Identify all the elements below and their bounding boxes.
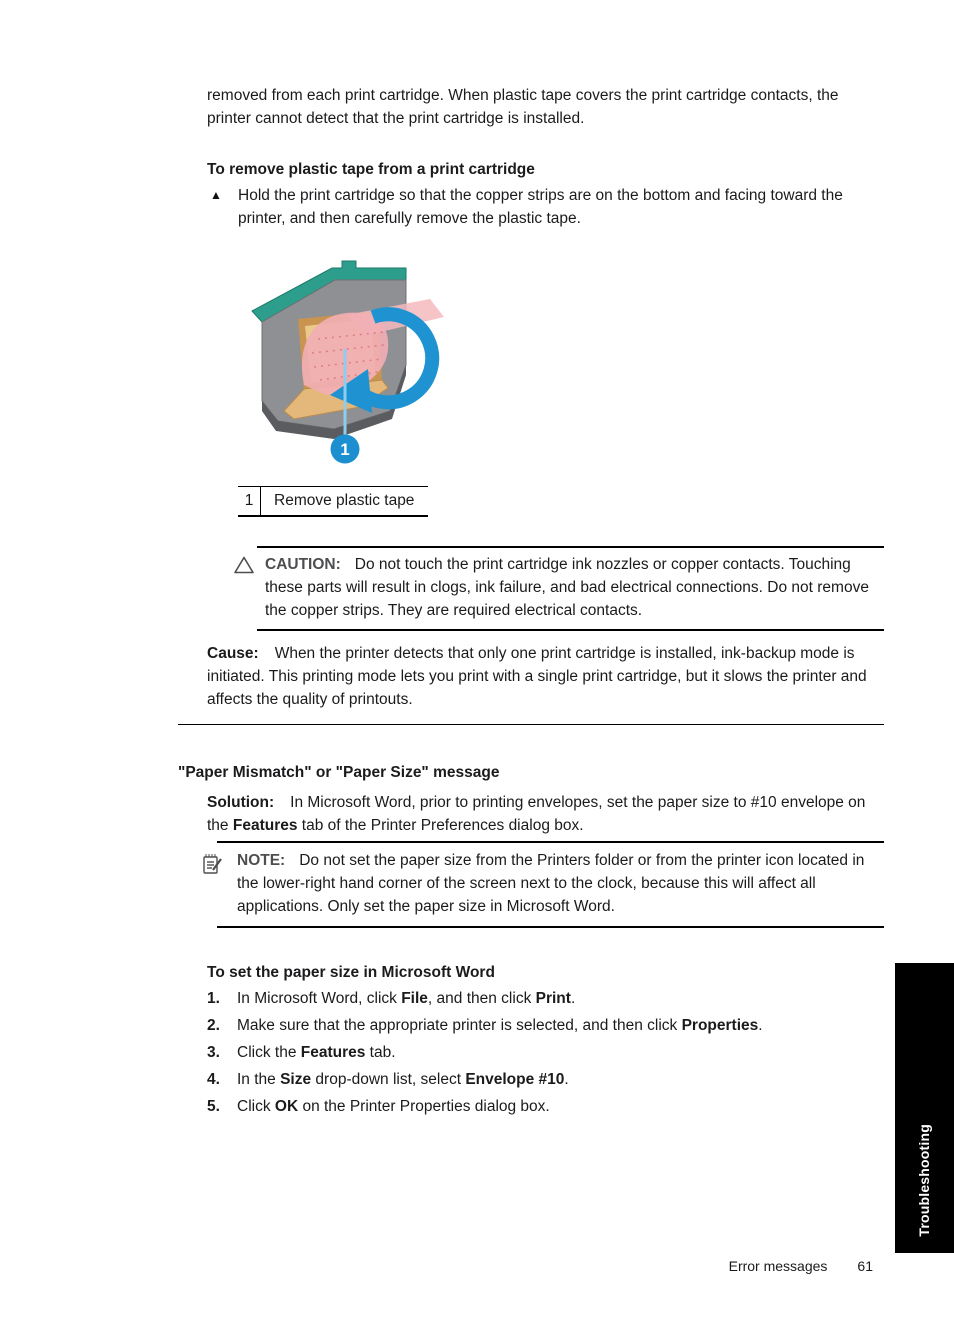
step-text: Click OK on the Printer Properties dialog box. xyxy=(237,1098,550,1115)
bullet-text: Hold the print cartridge so that the copper strips are on the bottom and facing toward the printer, and then carefully remove the plastic tape. xyxy=(238,187,843,227)
solution-text-post: tab of the Printer Preferences dialog box. xyxy=(297,817,584,834)
caption-number-cell: 1 xyxy=(238,487,261,515)
bullet-instruction xyxy=(210,184,884,230)
print-cartridge-illustration xyxy=(238,253,448,465)
side-tab-troubleshooting xyxy=(895,963,954,1253)
caution-box xyxy=(257,546,884,631)
solution-paragraph xyxy=(207,791,884,837)
step-item xyxy=(207,987,884,1010)
step-item xyxy=(207,1014,884,1037)
note-box xyxy=(217,841,884,928)
steps-heading: To set the paper size in Microsoft Word xyxy=(207,964,495,981)
content-column xyxy=(178,0,884,1122)
solution-bold-features: Features xyxy=(232,817,298,834)
cause-label: Cause: xyxy=(207,645,259,662)
triangle-bullet-icon: ▲ xyxy=(210,188,222,202)
section-heading-remove-tape: To remove plastic tape from a print cartridge xyxy=(207,161,535,178)
step-text: Click the Features tab. xyxy=(237,1044,396,1061)
footer-page-number: 61 xyxy=(857,1258,873,1274)
step-number: 2. xyxy=(207,1017,220,1034)
caption-label-cell: Remove plastic tape xyxy=(274,492,415,509)
solution-text-pre: In Microsoft Word, prior to printing envelopes, set the paper size to #10 envelope on the xyxy=(207,794,866,834)
footer-section-label: Error messages xyxy=(728,1258,828,1274)
side-tab-label: Troubleshooting xyxy=(916,1124,932,1237)
caution-label: CAUTION: xyxy=(265,556,341,573)
intro-paragraph: removed from each print cartridge. When plastic tape covers the print cartridge contacts, the printer cannot detect that the print cartridge is installed. xyxy=(207,87,839,127)
note-text: Do not set the paper size from the Printers folder or from the printer icon located in the lower-right hand corner of the screen next to the clock, because this will affect all applications. Only set the paper size in Microsoft Word. xyxy=(237,852,865,915)
solution-label: Solution: xyxy=(207,794,275,811)
step-item xyxy=(207,1095,884,1118)
step-number: 3. xyxy=(207,1044,220,1061)
word-steps-list xyxy=(207,987,884,1118)
step-number: 1. xyxy=(207,990,220,1007)
step-number: 4. xyxy=(207,1071,220,1088)
cause-paragraph xyxy=(207,642,884,711)
step-text: Make sure that the appropriate printer is selected, and then click Properties. xyxy=(237,1017,763,1034)
section-divider xyxy=(178,724,884,725)
step-item xyxy=(207,1041,884,1064)
callout-number: 1 xyxy=(340,440,350,459)
caution-text: Do not touch the print cartridge ink nozzles or copper contacts. Touching these parts will result in clogs, ink failure, and bad electrical connections. Do not remove the copper strips. They are required electrical contacts. xyxy=(265,556,869,619)
page-footer xyxy=(729,1257,873,1275)
figure-caption-table xyxy=(238,486,428,517)
cartridge-figure xyxy=(238,253,448,465)
step-item xyxy=(207,1068,884,1091)
step-text: In Microsoft Word, click File, and then click Print. xyxy=(237,990,576,1007)
step-number: 5. xyxy=(207,1098,220,1115)
section-heading-paper-mismatch: "Paper Mismatch" or "Paper Size" message xyxy=(178,764,500,781)
note-label: NOTE: xyxy=(237,852,286,869)
note-memo-icon xyxy=(201,852,223,883)
caution-triangle-icon xyxy=(234,556,254,581)
step-text: In the Size drop-down list, select Envelope #10. xyxy=(237,1071,569,1088)
cause-text: When the printer detects that only one print cartridge is installed, ink-backup mode is initiated. This printing mode lets you print with a single print cartridge, but it slows the printer and affects the quality of printouts. xyxy=(207,645,867,708)
